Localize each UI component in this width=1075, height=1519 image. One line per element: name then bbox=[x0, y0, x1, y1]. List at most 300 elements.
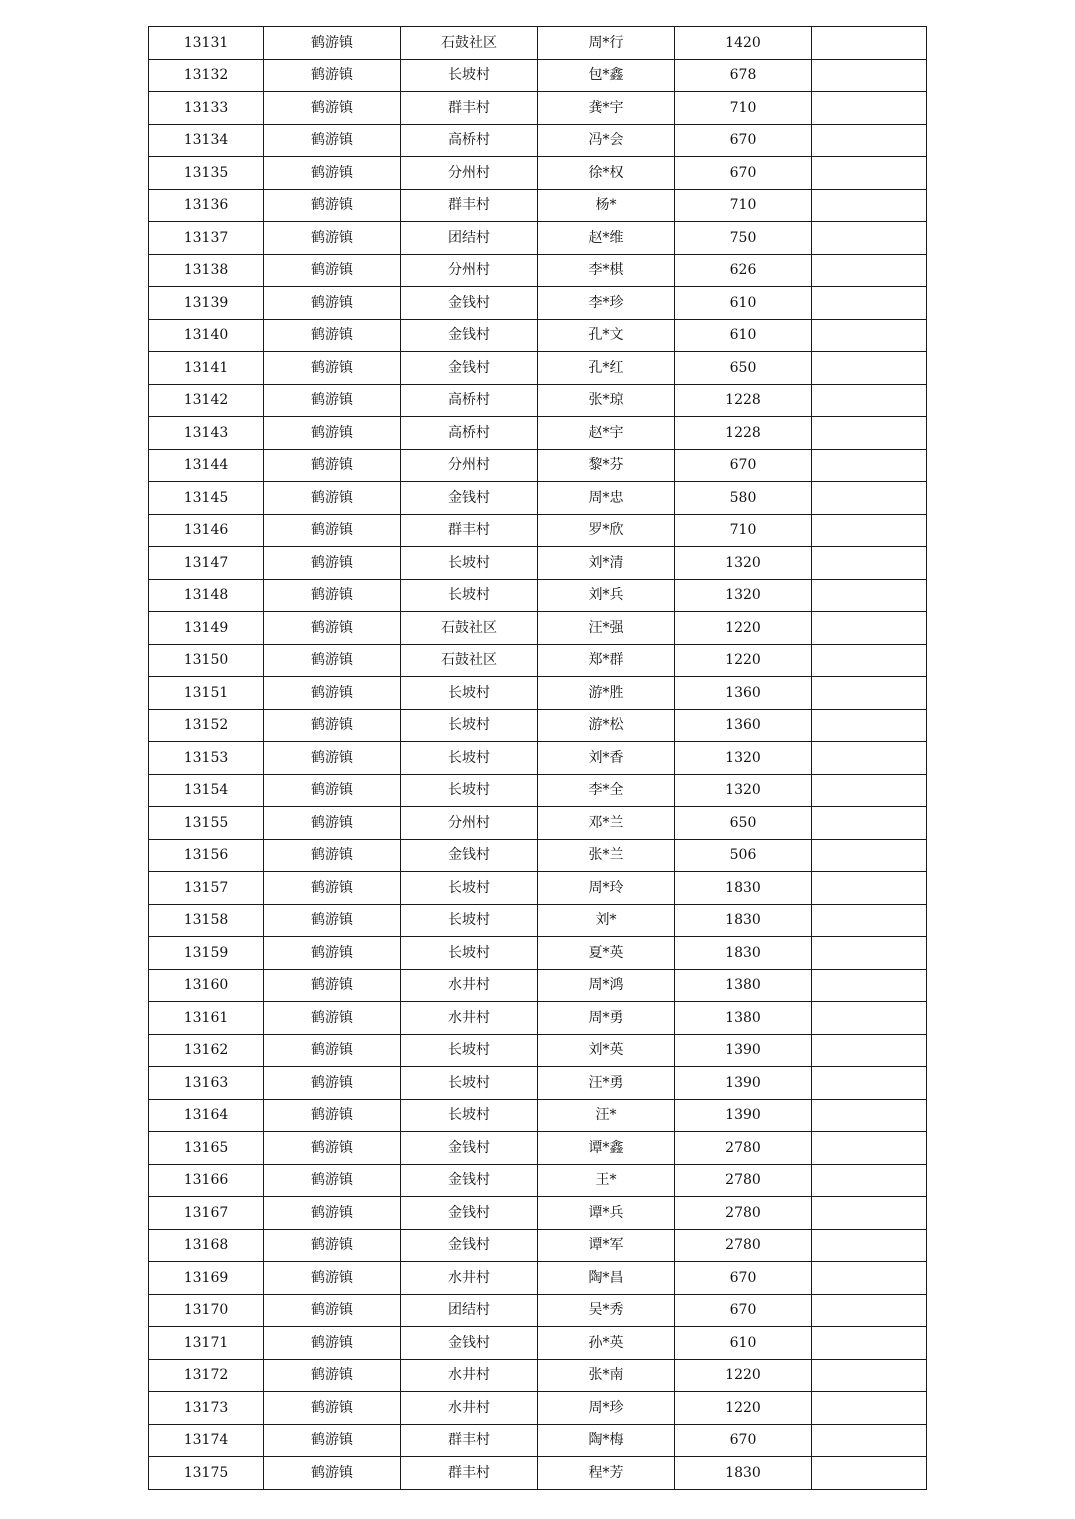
table-row bbox=[149, 27, 927, 60]
note-cell bbox=[812, 872, 927, 905]
row-id-cell: 13164 bbox=[149, 1099, 264, 1132]
town-cell: 鹤游镇 bbox=[264, 1197, 401, 1230]
table-row bbox=[149, 92, 927, 125]
amount-cell: 710 bbox=[675, 189, 812, 222]
table-row bbox=[149, 612, 927, 645]
town-cell: 鹤游镇 bbox=[264, 644, 401, 677]
row-id-cell: 13156 bbox=[149, 839, 264, 872]
row-id-cell: 13168 bbox=[149, 1229, 264, 1262]
town-cell: 鹤游镇 bbox=[264, 774, 401, 807]
village-cell: 金钱村 bbox=[401, 1132, 538, 1165]
amount-cell: 670 bbox=[675, 1424, 812, 1457]
note-cell bbox=[812, 1424, 927, 1457]
village-cell: 水井村 bbox=[401, 969, 538, 1002]
row-id-cell: 13148 bbox=[149, 579, 264, 612]
amount-cell: 610 bbox=[675, 319, 812, 352]
town-cell: 鹤游镇 bbox=[264, 384, 401, 417]
village-cell: 长坡村 bbox=[401, 709, 538, 742]
amount-cell: 2780 bbox=[675, 1164, 812, 1197]
name-cell: 谭*兵 bbox=[538, 1197, 675, 1230]
table-row bbox=[149, 807, 927, 840]
note-cell bbox=[812, 1359, 927, 1392]
amount-cell: 670 bbox=[675, 157, 812, 190]
town-cell: 鹤游镇 bbox=[264, 1099, 401, 1132]
village-cell: 群丰村 bbox=[401, 514, 538, 547]
table-row bbox=[149, 157, 927, 190]
table-row bbox=[149, 1359, 927, 1392]
amount-cell: 650 bbox=[675, 352, 812, 385]
note-cell bbox=[812, 514, 927, 547]
name-cell: 王* bbox=[538, 1164, 675, 1197]
village-cell: 金钱村 bbox=[401, 287, 538, 320]
name-cell: 邓*兰 bbox=[538, 807, 675, 840]
amount-cell: 1830 bbox=[675, 904, 812, 937]
town-cell: 鹤游镇 bbox=[264, 287, 401, 320]
name-cell: 周*珍 bbox=[538, 1392, 675, 1425]
village-cell: 石鼓社区 bbox=[401, 612, 538, 645]
town-cell: 鹤游镇 bbox=[264, 872, 401, 905]
note-cell bbox=[812, 449, 927, 482]
name-cell: 周*忠 bbox=[538, 482, 675, 515]
village-cell: 水井村 bbox=[401, 1392, 538, 1425]
row-id-cell: 13173 bbox=[149, 1392, 264, 1425]
name-cell: 刘* bbox=[538, 904, 675, 937]
table-row bbox=[149, 417, 927, 450]
amount-cell: 1830 bbox=[675, 1457, 812, 1490]
row-id-cell: 13137 bbox=[149, 222, 264, 255]
note-cell bbox=[812, 1294, 927, 1327]
name-cell: 游*松 bbox=[538, 709, 675, 742]
amount-cell: 1360 bbox=[675, 709, 812, 742]
table-row bbox=[149, 872, 927, 905]
name-cell: 周*鸿 bbox=[538, 969, 675, 1002]
note-cell bbox=[812, 222, 927, 255]
table-row bbox=[149, 969, 927, 1002]
table-body bbox=[149, 27, 927, 1490]
note-cell bbox=[812, 287, 927, 320]
amount-cell: 1390 bbox=[675, 1067, 812, 1100]
table-row bbox=[149, 222, 927, 255]
name-cell: 周*行 bbox=[538, 27, 675, 60]
table-row bbox=[149, 1327, 927, 1360]
name-cell: 黎*芬 bbox=[538, 449, 675, 482]
name-cell: 杨* bbox=[538, 189, 675, 222]
town-cell: 鹤游镇 bbox=[264, 417, 401, 450]
row-id-cell: 13162 bbox=[149, 1034, 264, 1067]
amount-cell: 1360 bbox=[675, 677, 812, 710]
note-cell bbox=[812, 124, 927, 157]
village-cell: 长坡村 bbox=[401, 872, 538, 905]
table-row bbox=[149, 482, 927, 515]
table-row bbox=[149, 1067, 927, 1100]
name-cell: 刘*香 bbox=[538, 742, 675, 775]
town-cell: 鹤游镇 bbox=[264, 514, 401, 547]
note-cell bbox=[812, 92, 927, 125]
village-cell: 金钱村 bbox=[401, 1164, 538, 1197]
note-cell bbox=[812, 774, 927, 807]
note-cell bbox=[812, 807, 927, 840]
row-id-cell: 13138 bbox=[149, 254, 264, 287]
note-cell bbox=[812, 1002, 927, 1035]
row-id-cell: 13145 bbox=[149, 482, 264, 515]
town-cell: 鹤游镇 bbox=[264, 742, 401, 775]
row-id-cell: 13170 bbox=[149, 1294, 264, 1327]
row-id-cell: 13163 bbox=[149, 1067, 264, 1100]
town-cell: 鹤游镇 bbox=[264, 937, 401, 970]
village-cell: 高桥村 bbox=[401, 384, 538, 417]
village-cell: 金钱村 bbox=[401, 1197, 538, 1230]
row-id-cell: 13142 bbox=[149, 384, 264, 417]
amount-cell: 1830 bbox=[675, 872, 812, 905]
table-row bbox=[149, 1392, 927, 1425]
amount-cell: 610 bbox=[675, 287, 812, 320]
amount-cell: 1390 bbox=[675, 1034, 812, 1067]
table-row bbox=[149, 1164, 927, 1197]
town-cell: 鹤游镇 bbox=[264, 547, 401, 580]
row-id-cell: 13147 bbox=[149, 547, 264, 580]
name-cell: 陶*梅 bbox=[538, 1424, 675, 1457]
amount-cell: 650 bbox=[675, 807, 812, 840]
name-cell: 周*勇 bbox=[538, 1002, 675, 1035]
note-cell bbox=[812, 1099, 927, 1132]
name-cell: 张*琼 bbox=[538, 384, 675, 417]
amount-cell: 580 bbox=[675, 482, 812, 515]
row-id-cell: 13166 bbox=[149, 1164, 264, 1197]
table-row bbox=[149, 1002, 927, 1035]
town-cell: 鹤游镇 bbox=[264, 1132, 401, 1165]
amount-cell: 610 bbox=[675, 1327, 812, 1360]
village-cell: 团结村 bbox=[401, 1294, 538, 1327]
amount-cell: 626 bbox=[675, 254, 812, 287]
table-row bbox=[149, 774, 927, 807]
row-id-cell: 13154 bbox=[149, 774, 264, 807]
village-cell: 长坡村 bbox=[401, 1099, 538, 1132]
table-row bbox=[149, 547, 927, 580]
note-cell bbox=[812, 547, 927, 580]
table-row bbox=[149, 1457, 927, 1490]
name-cell: 赵*宇 bbox=[538, 417, 675, 450]
amount-cell: 670 bbox=[675, 449, 812, 482]
table-row bbox=[149, 742, 927, 775]
town-cell: 鹤游镇 bbox=[264, 157, 401, 190]
row-id-cell: 13143 bbox=[149, 417, 264, 450]
row-id-cell: 13140 bbox=[149, 319, 264, 352]
village-cell: 长坡村 bbox=[401, 774, 538, 807]
town-cell: 鹤游镇 bbox=[264, 1002, 401, 1035]
name-cell: 冯*会 bbox=[538, 124, 675, 157]
town-cell: 鹤游镇 bbox=[264, 59, 401, 92]
table-row bbox=[149, 1294, 927, 1327]
row-id-cell: 13169 bbox=[149, 1262, 264, 1295]
amount-cell: 710 bbox=[675, 514, 812, 547]
table-row bbox=[149, 254, 927, 287]
village-cell: 金钱村 bbox=[401, 482, 538, 515]
amount-cell: 1320 bbox=[675, 774, 812, 807]
amount-cell: 1228 bbox=[675, 384, 812, 417]
amount-cell: 1390 bbox=[675, 1099, 812, 1132]
amount-cell: 670 bbox=[675, 1294, 812, 1327]
town-cell: 鹤游镇 bbox=[264, 579, 401, 612]
row-id-cell: 13174 bbox=[149, 1424, 264, 1457]
row-id-cell: 13135 bbox=[149, 157, 264, 190]
note-cell bbox=[812, 644, 927, 677]
village-cell: 水井村 bbox=[401, 1002, 538, 1035]
town-cell: 鹤游镇 bbox=[264, 709, 401, 742]
note-cell bbox=[812, 937, 927, 970]
note-cell bbox=[812, 157, 927, 190]
note-cell bbox=[812, 579, 927, 612]
amount-cell: 1380 bbox=[675, 1002, 812, 1035]
note-cell bbox=[812, 189, 927, 222]
table-row bbox=[149, 319, 927, 352]
village-cell: 金钱村 bbox=[401, 352, 538, 385]
note-cell bbox=[812, 254, 927, 287]
town-cell: 鹤游镇 bbox=[264, 1229, 401, 1262]
row-id-cell: 13144 bbox=[149, 449, 264, 482]
village-cell: 分州村 bbox=[401, 254, 538, 287]
row-id-cell: 13175 bbox=[149, 1457, 264, 1490]
amount-cell: 2780 bbox=[675, 1229, 812, 1262]
name-cell: 刘*英 bbox=[538, 1034, 675, 1067]
table-row bbox=[149, 514, 927, 547]
town-cell: 鹤游镇 bbox=[264, 352, 401, 385]
name-cell: 谭*鑫 bbox=[538, 1132, 675, 1165]
row-id-cell: 13157 bbox=[149, 872, 264, 905]
town-cell: 鹤游镇 bbox=[264, 1424, 401, 1457]
row-id-cell: 13153 bbox=[149, 742, 264, 775]
village-cell: 金钱村 bbox=[401, 839, 538, 872]
name-cell: 吴*秀 bbox=[538, 1294, 675, 1327]
name-cell: 程*芳 bbox=[538, 1457, 675, 1490]
amount-cell: 1380 bbox=[675, 969, 812, 1002]
village-cell: 石鼓社区 bbox=[401, 644, 538, 677]
name-cell: 陶*昌 bbox=[538, 1262, 675, 1295]
town-cell: 鹤游镇 bbox=[264, 254, 401, 287]
table-row bbox=[149, 1262, 927, 1295]
row-id-cell: 13172 bbox=[149, 1359, 264, 1392]
note-cell bbox=[812, 384, 927, 417]
row-id-cell: 13161 bbox=[149, 1002, 264, 1035]
village-cell: 长坡村 bbox=[401, 579, 538, 612]
town-cell: 鹤游镇 bbox=[264, 904, 401, 937]
table-row bbox=[149, 59, 927, 92]
village-cell: 长坡村 bbox=[401, 937, 538, 970]
note-cell bbox=[812, 1197, 927, 1230]
table-row bbox=[149, 677, 927, 710]
name-cell: 孔*红 bbox=[538, 352, 675, 385]
name-cell: 汪* bbox=[538, 1099, 675, 1132]
town-cell: 鹤游镇 bbox=[264, 1164, 401, 1197]
table-row bbox=[149, 1132, 927, 1165]
table-row bbox=[149, 287, 927, 320]
village-cell: 分州村 bbox=[401, 449, 538, 482]
name-cell: 汪*勇 bbox=[538, 1067, 675, 1100]
table-row bbox=[149, 189, 927, 222]
village-cell: 长坡村 bbox=[401, 677, 538, 710]
row-id-cell: 13151 bbox=[149, 677, 264, 710]
note-cell bbox=[812, 904, 927, 937]
amount-cell: 1220 bbox=[675, 1359, 812, 1392]
name-cell: 孔*文 bbox=[538, 319, 675, 352]
row-id-cell: 13159 bbox=[149, 937, 264, 970]
town-cell: 鹤游镇 bbox=[264, 1294, 401, 1327]
amount-cell: 1420 bbox=[675, 27, 812, 60]
document-page bbox=[148, 26, 926, 1490]
village-cell: 群丰村 bbox=[401, 1424, 538, 1457]
village-cell: 高桥村 bbox=[401, 417, 538, 450]
name-cell: 郑*群 bbox=[538, 644, 675, 677]
table-row bbox=[149, 709, 927, 742]
amount-cell: 710 bbox=[675, 92, 812, 125]
row-id-cell: 13167 bbox=[149, 1197, 264, 1230]
town-cell: 鹤游镇 bbox=[264, 807, 401, 840]
table-row bbox=[149, 579, 927, 612]
town-cell: 鹤游镇 bbox=[264, 482, 401, 515]
name-cell: 张*兰 bbox=[538, 839, 675, 872]
amount-cell: 1228 bbox=[675, 417, 812, 450]
note-cell bbox=[812, 1132, 927, 1165]
note-cell bbox=[812, 1262, 927, 1295]
note-cell bbox=[812, 709, 927, 742]
note-cell bbox=[812, 319, 927, 352]
table-row bbox=[149, 1197, 927, 1230]
row-id-cell: 13133 bbox=[149, 92, 264, 125]
name-cell: 赵*维 bbox=[538, 222, 675, 255]
table-row bbox=[149, 839, 927, 872]
row-id-cell: 13131 bbox=[149, 27, 264, 60]
town-cell: 鹤游镇 bbox=[264, 319, 401, 352]
table-row bbox=[149, 1099, 927, 1132]
amount-cell: 2780 bbox=[675, 1197, 812, 1230]
village-cell: 长坡村 bbox=[401, 1034, 538, 1067]
name-cell: 夏*英 bbox=[538, 937, 675, 970]
village-cell: 金钱村 bbox=[401, 319, 538, 352]
note-cell bbox=[812, 417, 927, 450]
note-cell bbox=[812, 839, 927, 872]
town-cell: 鹤游镇 bbox=[264, 1392, 401, 1425]
town-cell: 鹤游镇 bbox=[264, 189, 401, 222]
amount-cell: 670 bbox=[675, 124, 812, 157]
amount-cell: 678 bbox=[675, 59, 812, 92]
note-cell bbox=[812, 1034, 927, 1067]
amount-cell: 506 bbox=[675, 839, 812, 872]
town-cell: 鹤游镇 bbox=[264, 222, 401, 255]
table-row bbox=[149, 352, 927, 385]
name-cell: 李*全 bbox=[538, 774, 675, 807]
town-cell: 鹤游镇 bbox=[264, 1359, 401, 1392]
village-cell: 水井村 bbox=[401, 1359, 538, 1392]
village-cell: 金钱村 bbox=[401, 1229, 538, 1262]
table-row bbox=[149, 1034, 927, 1067]
village-cell: 分州村 bbox=[401, 807, 538, 840]
town-cell: 鹤游镇 bbox=[264, 839, 401, 872]
village-cell: 高桥村 bbox=[401, 124, 538, 157]
row-id-cell: 13139 bbox=[149, 287, 264, 320]
row-id-cell: 13146 bbox=[149, 514, 264, 547]
row-id-cell: 13141 bbox=[149, 352, 264, 385]
town-cell: 鹤游镇 bbox=[264, 969, 401, 1002]
amount-cell: 1320 bbox=[675, 742, 812, 775]
note-cell bbox=[812, 59, 927, 92]
town-cell: 鹤游镇 bbox=[264, 612, 401, 645]
name-cell: 包*鑫 bbox=[538, 59, 675, 92]
town-cell: 鹤游镇 bbox=[264, 92, 401, 125]
amount-cell: 750 bbox=[675, 222, 812, 255]
row-id-cell: 13132 bbox=[149, 59, 264, 92]
note-cell bbox=[812, 969, 927, 1002]
note-cell bbox=[812, 352, 927, 385]
town-cell: 鹤游镇 bbox=[264, 1262, 401, 1295]
town-cell: 鹤游镇 bbox=[264, 1457, 401, 1490]
table-row bbox=[149, 1229, 927, 1262]
village-cell: 水井村 bbox=[401, 1262, 538, 1295]
town-cell: 鹤游镇 bbox=[264, 124, 401, 157]
village-cell: 群丰村 bbox=[401, 189, 538, 222]
name-cell: 李*珍 bbox=[538, 287, 675, 320]
table-row bbox=[149, 904, 927, 937]
note-cell bbox=[812, 677, 927, 710]
name-cell: 孙*英 bbox=[538, 1327, 675, 1360]
amount-cell: 1320 bbox=[675, 579, 812, 612]
village-cell: 长坡村 bbox=[401, 547, 538, 580]
amount-cell: 1220 bbox=[675, 612, 812, 645]
name-cell: 刘*兵 bbox=[538, 579, 675, 612]
town-cell: 鹤游镇 bbox=[264, 1034, 401, 1067]
village-cell: 金钱村 bbox=[401, 1327, 538, 1360]
row-id-cell: 13165 bbox=[149, 1132, 264, 1165]
row-id-cell: 13160 bbox=[149, 969, 264, 1002]
village-cell: 分州村 bbox=[401, 157, 538, 190]
village-cell: 石鼓社区 bbox=[401, 27, 538, 60]
amount-cell: 1320 bbox=[675, 547, 812, 580]
name-cell: 张*南 bbox=[538, 1359, 675, 1392]
note-cell bbox=[812, 1067, 927, 1100]
name-cell: 罗*欣 bbox=[538, 514, 675, 547]
table-row bbox=[149, 449, 927, 482]
town-cell: 鹤游镇 bbox=[264, 677, 401, 710]
row-id-cell: 13152 bbox=[149, 709, 264, 742]
name-cell: 游*胜 bbox=[538, 677, 675, 710]
village-cell: 长坡村 bbox=[401, 742, 538, 775]
village-cell: 团结村 bbox=[401, 222, 538, 255]
note-cell bbox=[812, 612, 927, 645]
village-cell: 群丰村 bbox=[401, 1457, 538, 1490]
note-cell bbox=[812, 1164, 927, 1197]
row-id-cell: 13136 bbox=[149, 189, 264, 222]
amount-cell: 1830 bbox=[675, 937, 812, 970]
name-cell: 徐*权 bbox=[538, 157, 675, 190]
note-cell bbox=[812, 1229, 927, 1262]
name-cell: 刘*清 bbox=[538, 547, 675, 580]
table-row bbox=[149, 937, 927, 970]
town-cell: 鹤游镇 bbox=[264, 27, 401, 60]
name-cell: 汪*强 bbox=[538, 612, 675, 645]
town-cell: 鹤游镇 bbox=[264, 1327, 401, 1360]
note-cell bbox=[812, 482, 927, 515]
village-cell: 长坡村 bbox=[401, 904, 538, 937]
amount-cell: 1220 bbox=[675, 644, 812, 677]
name-cell: 周*玲 bbox=[538, 872, 675, 905]
row-id-cell: 13171 bbox=[149, 1327, 264, 1360]
village-cell: 长坡村 bbox=[401, 59, 538, 92]
note-cell bbox=[812, 1327, 927, 1360]
name-cell: 李*棋 bbox=[538, 254, 675, 287]
table-row bbox=[149, 124, 927, 157]
village-cell: 群丰村 bbox=[401, 92, 538, 125]
table-row bbox=[149, 644, 927, 677]
town-cell: 鹤游镇 bbox=[264, 1067, 401, 1100]
amount-cell: 670 bbox=[675, 1262, 812, 1295]
